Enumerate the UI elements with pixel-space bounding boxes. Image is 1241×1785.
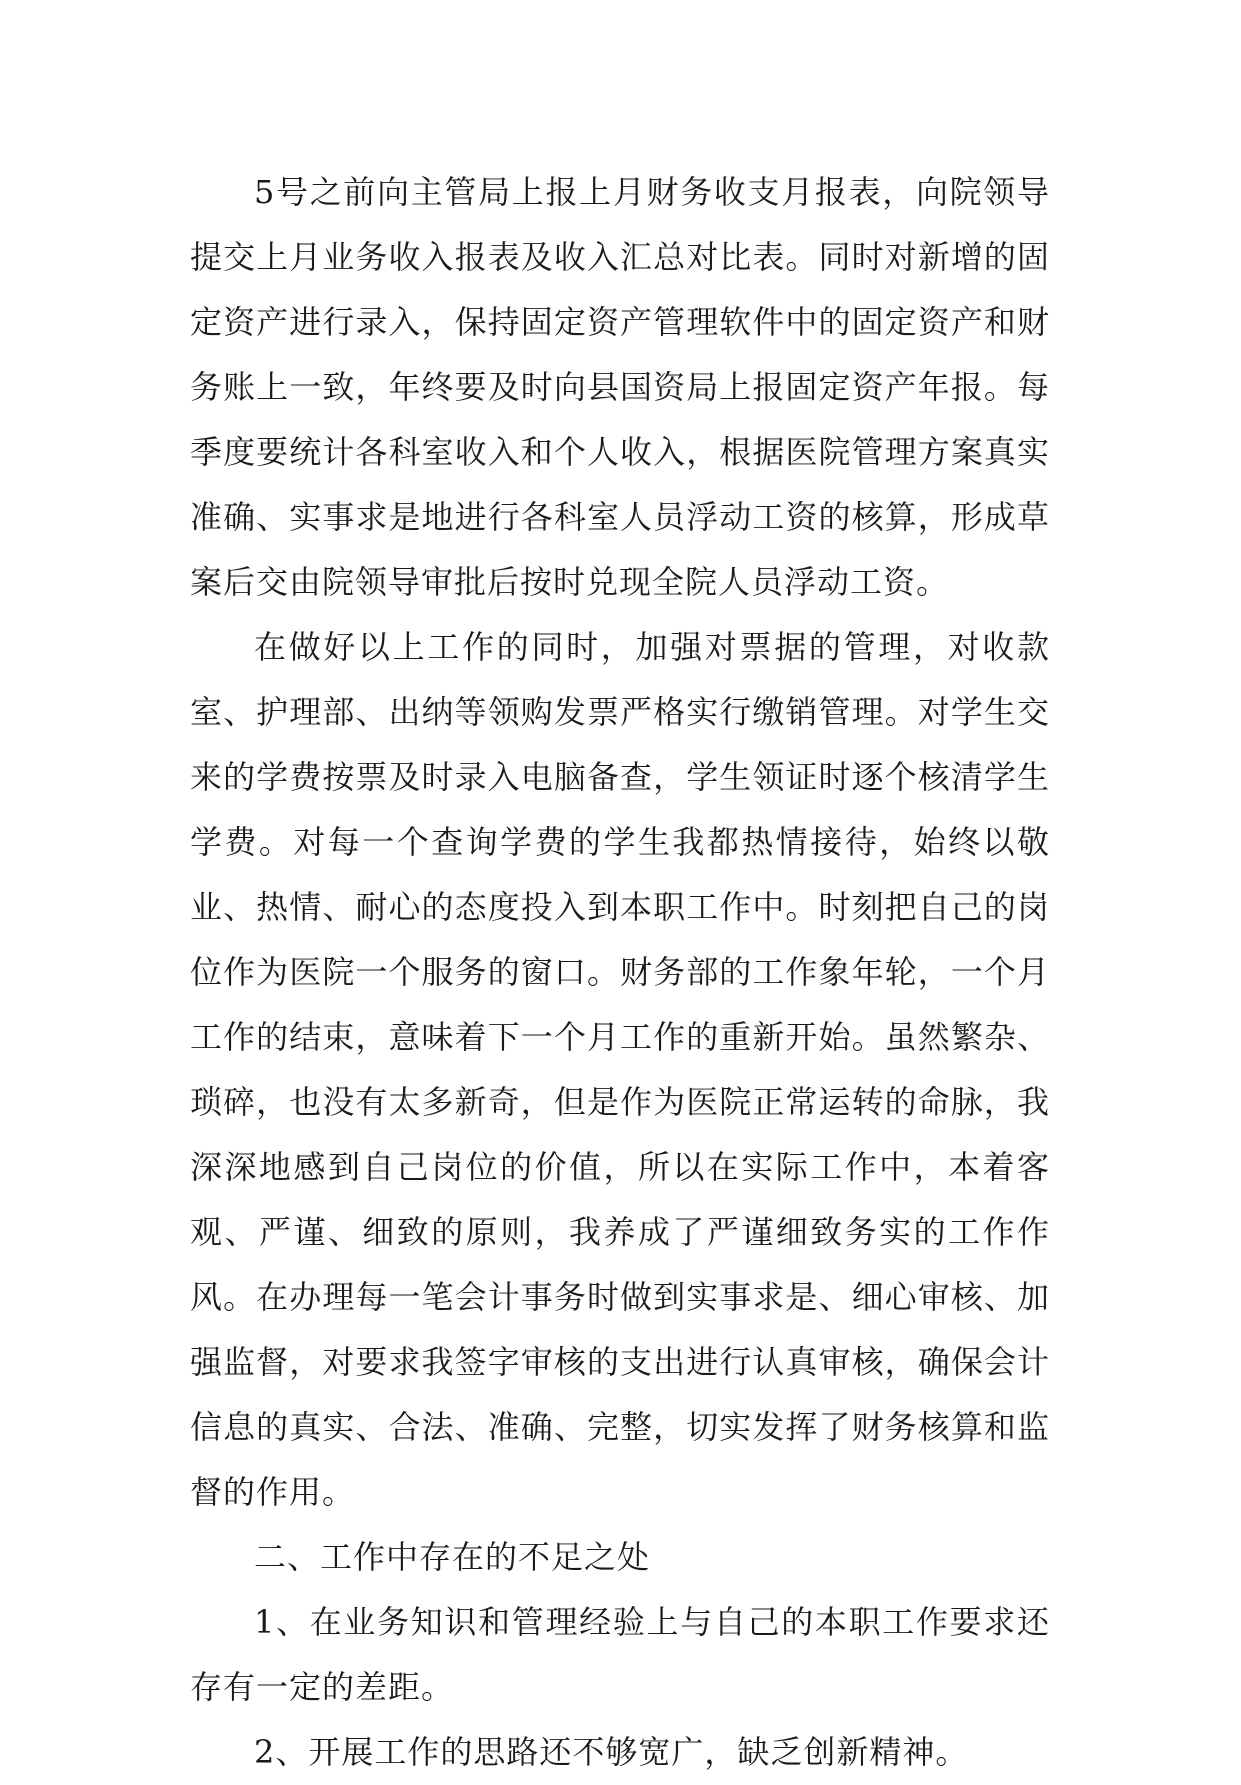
section-heading-shortcomings: 二、工作中存在的不足之处 [254,1538,651,1576]
paragraph-invoice-management: 在做好以上工作的同时，加强对票据的管理，对收款室、护理部、出纳等领购发票严格实行缴销管理。对学生交来的学费按票及时录入电脑备查，学生领证时逐个核清学生学费。对每一个查询学费的学生我都热情接待，始终以敬业、热情、耐心的态度投入到本职工作中。时刻把自己的岗位作为医院一个服务的窗口。财务部的工作象年轮，一个月工作的结束，意味着下一个月工作的重新开始。虽然繁杂、琐碎，也没有太多新奇，但是作为医院正常运转的命脉，我深深地感到自己岗位的价值，所以在实际工作中，本着客观、严谨、细致的原则，我养成了严谨细致务实的工作作风。在办理每一笔会计事务时做到实事求是、细心审核、加强监督，对要求我签字审核的支出进行认真审核，确保会计信息的真实、合法、准确、完整，切实发挥了财务核算和监督的作用。 [190,628,1050,1511]
list-item-shortcoming-2: 2、开展工作的思路还不够宽广，缺乏创新精神。 [254,1733,969,1771]
list-item-shortcoming-1: 1、在业务知识和管理经验上与自己的本职工作要求还存有一定的差距。 [190,1603,1050,1706]
paragraph-financial-reporting: 5号之前向主管局上报上月财务收支月报表，向院领导提交上月业务收入报表及收入汇总对比表。同时对新增的固定资产进行录入，保持固定资产管理软件中的固定资产和财务账上一致，年终要及时向县国资局上报固定资产年报。每季度要统计各科室收入和个人收入，根据医院管理方案真实准确、实事求是地进行各科室人员浮动工资的核算，形成草案后交由院领导审批后按时兑现全院人员浮动工资。 [190,173,1050,601]
document-body [190,160,1050,1785]
